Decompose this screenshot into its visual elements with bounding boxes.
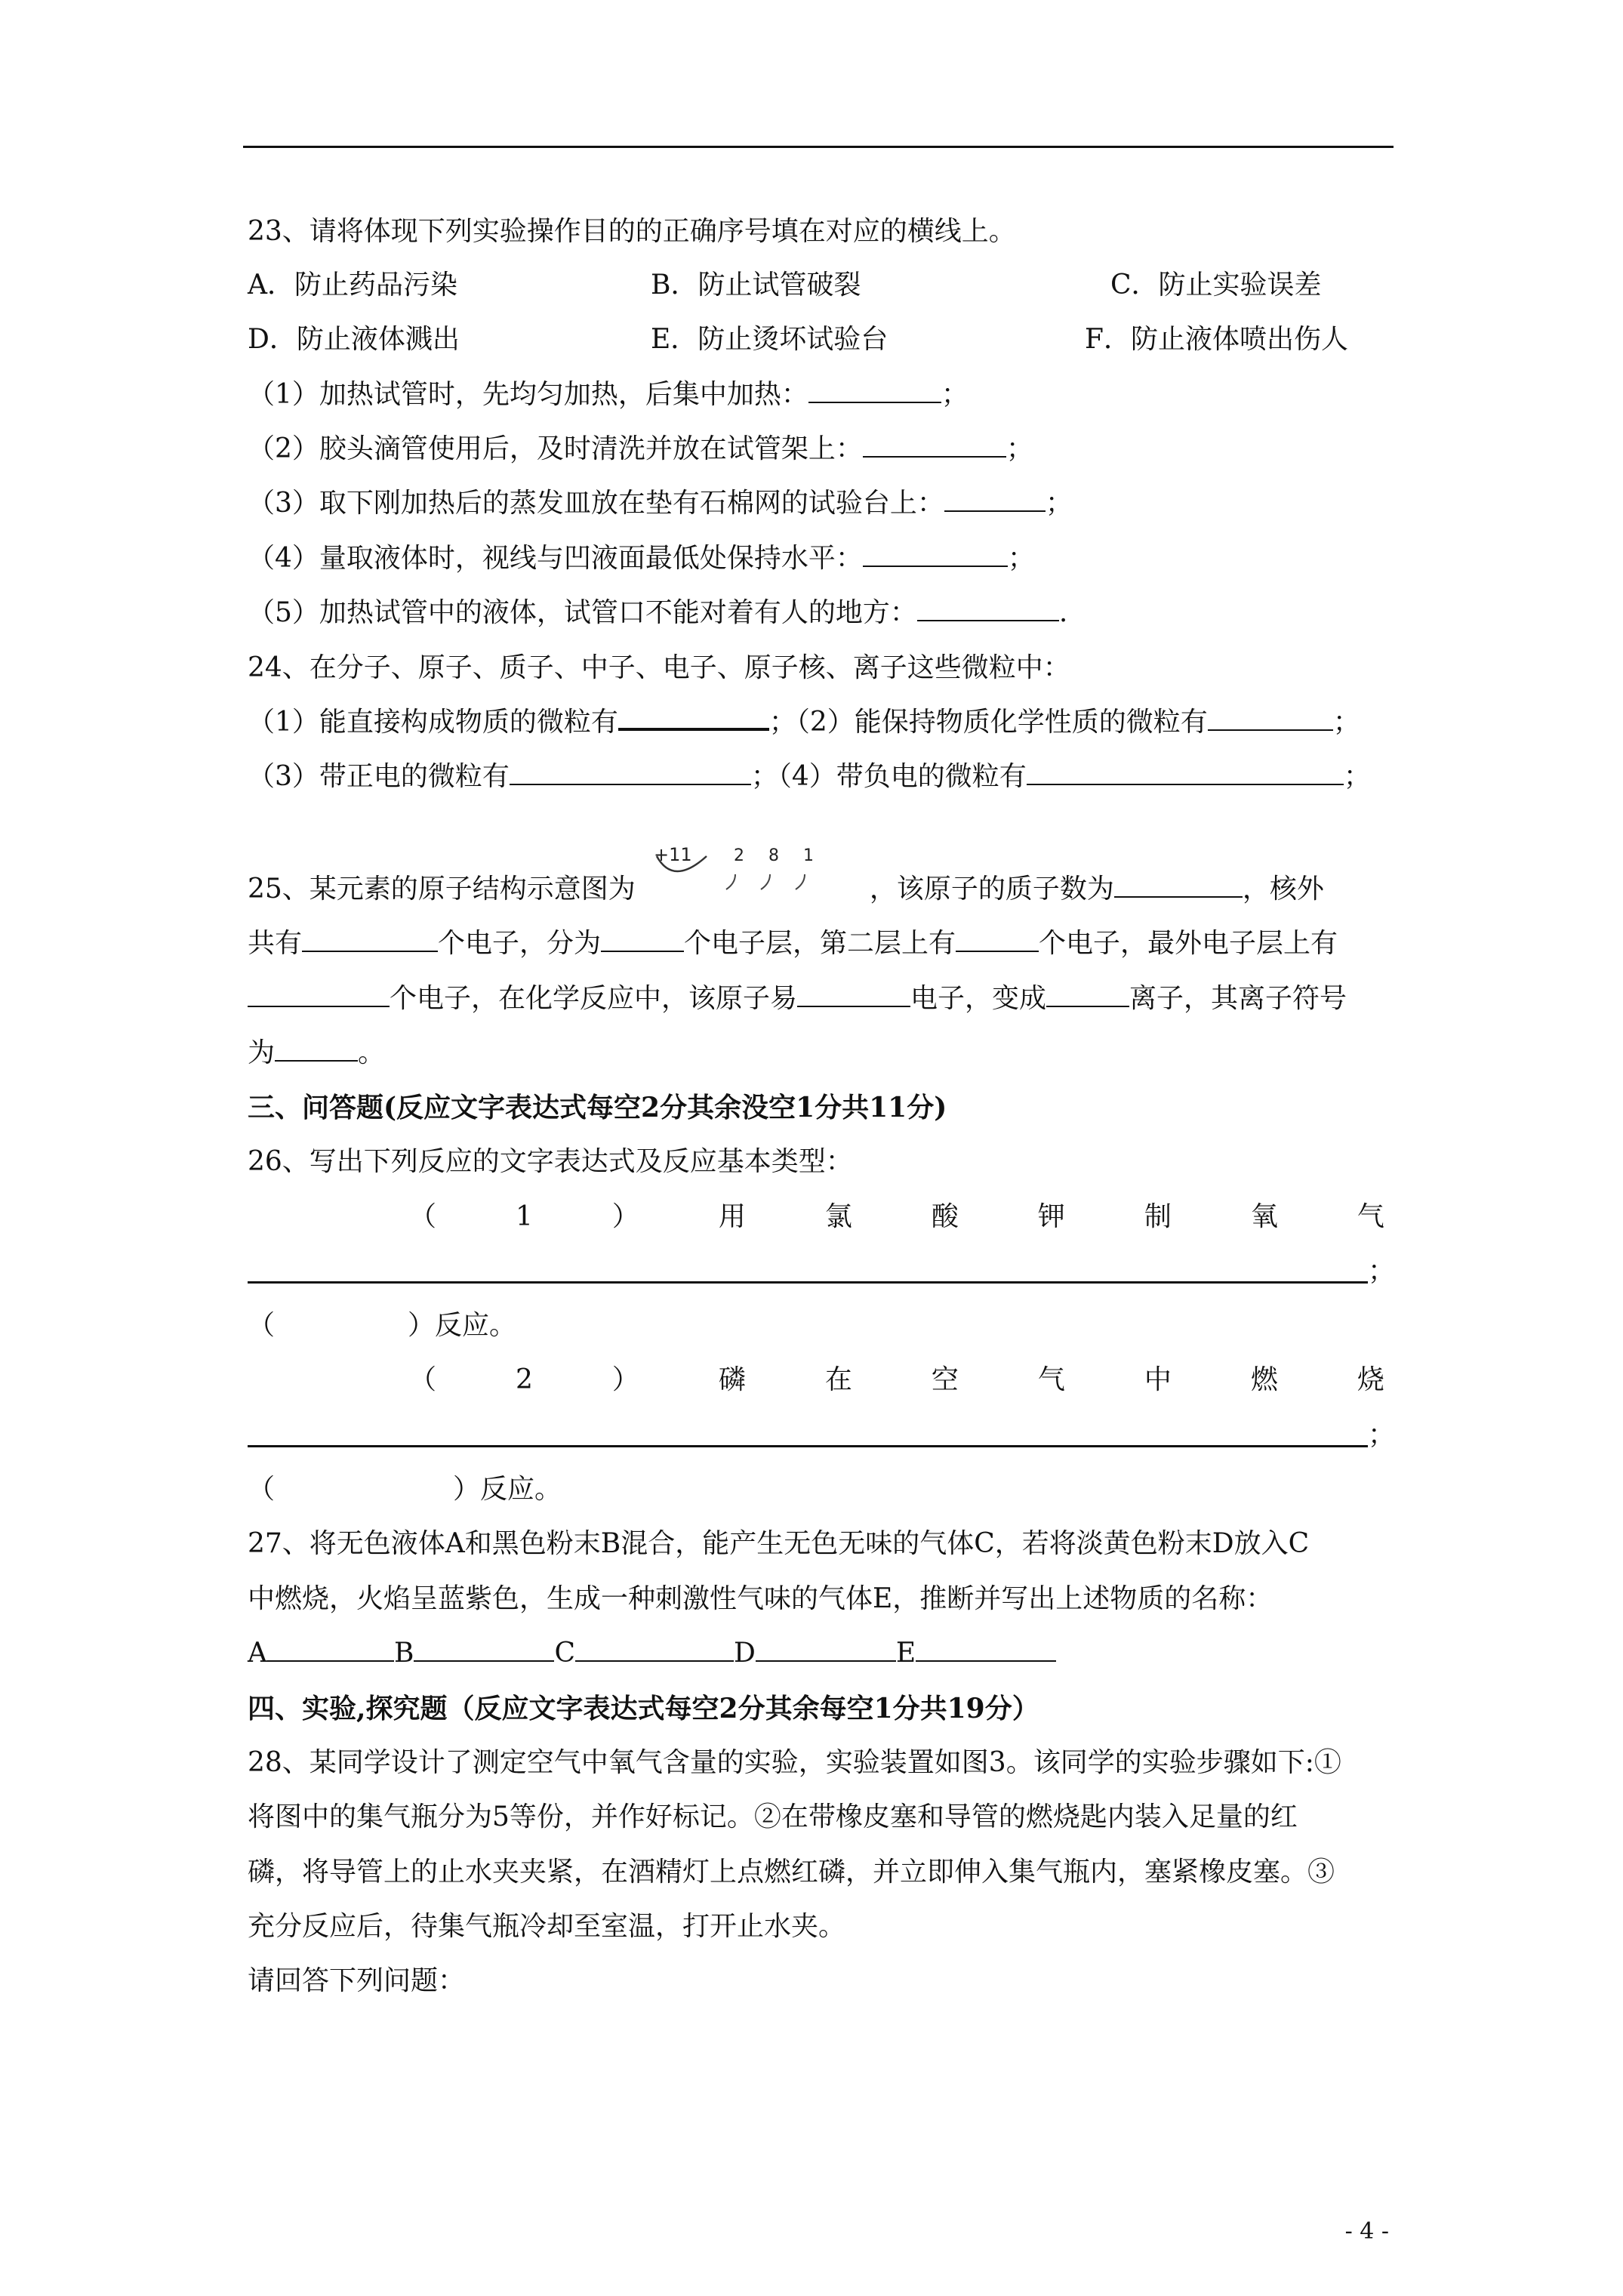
q25-blank-layers[interactable] bbox=[601, 926, 684, 952]
q24-row-2-end: ； bbox=[1343, 761, 1371, 792]
q26-r2-w1: 2 bbox=[516, 1364, 533, 1395]
q26-r2-w8: 燃 bbox=[1250, 1364, 1278, 1395]
q23-stem: 23、请将体现下列实验操作目的的正确序号填在对应的横线上。 bbox=[248, 216, 1016, 247]
q27-letter-a: A bbox=[248, 1638, 267, 1669]
q24-answer-blank-1[interactable] bbox=[618, 704, 769, 731]
q26-answer-line-2[interactable] bbox=[248, 1445, 1368, 1447]
q25-text-a: 25、某元素的原子结构示意图为 bbox=[248, 874, 636, 905]
q23-item-2 bbox=[248, 430, 1033, 468]
q25-text-g: 个电子，最外电子层上有 bbox=[1039, 928, 1338, 959]
q28-line-4: 充分反应后，待集气瓶冷却至室温，打开止水夹。 bbox=[248, 1911, 846, 1942]
nucleus-label: +11 bbox=[654, 846, 692, 865]
q25-text-i: 电子，变成 bbox=[910, 983, 1047, 1014]
q25-text-h: 个电子，在化学反应中，该原子易 bbox=[390, 983, 798, 1014]
q23-answer-blank-1[interactable] bbox=[808, 378, 941, 403]
q27-blank-c[interactable] bbox=[575, 1636, 734, 1662]
q27-blank-e[interactable] bbox=[916, 1636, 1056, 1662]
q25-blank-gain-lose[interactable] bbox=[797, 982, 910, 1007]
q26-type-1 bbox=[248, 1307, 516, 1345]
q26-r1-w5: 酸 bbox=[931, 1201, 959, 1232]
section-3-title: 三、问答题(反应文字表达式每空2分其余没空1分共11分) bbox=[248, 1092, 947, 1123]
q27-letter-b: B bbox=[394, 1638, 414, 1669]
q26-r1-w2: ） bbox=[611, 1201, 639, 1232]
q23-item-4 bbox=[248, 540, 1035, 578]
q25-text-l: 。 bbox=[358, 1037, 386, 1068]
q24-answer-blank-3[interactable] bbox=[510, 760, 751, 785]
q25-blank-ion-symbol[interactable] bbox=[275, 1036, 358, 1062]
q25-blank-outer[interactable] bbox=[248, 982, 390, 1007]
q23-option-f: F．防止液体喷出伤人 bbox=[1085, 324, 1348, 355]
q24-answer-blank-4[interactable] bbox=[1027, 760, 1344, 785]
q23-item-3-end: ； bbox=[1045, 488, 1073, 519]
q25-text-k: 为 bbox=[248, 1037, 276, 1068]
q24-item-1-text: （1）能直接构成物质的微粒有 bbox=[248, 707, 618, 738]
q26-r2-w0: （ bbox=[409, 1364, 437, 1395]
q24-answer-blank-2[interactable] bbox=[1208, 705, 1333, 731]
q25-line-4 bbox=[248, 1034, 385, 1072]
shell-3-count: 1 bbox=[803, 846, 814, 865]
q23-item-1 bbox=[248, 376, 969, 414]
q26-r1-w8: 氧 bbox=[1250, 1201, 1278, 1232]
q25-text-j: 离子，其离子符号 bbox=[1129, 983, 1347, 1014]
q26-type-2 bbox=[248, 1471, 562, 1509]
q26-stem: 26、写出下列反应的文字表达式及反应基本类型： bbox=[248, 1146, 853, 1177]
q24-item-4-text: ；（4）带负电的微粒有 bbox=[750, 761, 1027, 792]
q26-row-2-words bbox=[406, 1361, 1387, 1399]
q26-row-1-words bbox=[406, 1198, 1387, 1236]
q23-item-1-text: （1）加热试管时，先均匀加热，后集中加热： bbox=[248, 379, 808, 410]
q23-option-a: A．防止药品污染 bbox=[248, 270, 457, 300]
q26-r1-w9: 气 bbox=[1357, 1201, 1384, 1232]
q25-text-b: ，该原子的质子数为 bbox=[869, 874, 1114, 905]
q24-stem: 24、在分子、原子、质子、中子、电子、原子核、离子这些微粒中： bbox=[248, 652, 1070, 683]
q26-r2-w2: ） bbox=[611, 1364, 639, 1395]
q26-r2-w7: 中 bbox=[1144, 1364, 1172, 1395]
q26-answer-line-2-end: ； bbox=[1368, 1419, 1396, 1450]
q24-row-2 bbox=[248, 758, 1371, 796]
header-rule bbox=[243, 146, 1394, 148]
q26-r2-w6: 气 bbox=[1037, 1364, 1065, 1395]
q26-r2-w9: 烧 bbox=[1357, 1364, 1384, 1395]
q27-blank-b[interactable] bbox=[414, 1636, 554, 1662]
q23-answer-blank-3[interactable] bbox=[944, 486, 1046, 512]
q23-answer-blank-2[interactable] bbox=[863, 432, 1006, 458]
q25-line-2 bbox=[248, 925, 1338, 963]
q27-letter-d: D bbox=[734, 1638, 756, 1669]
q27-answers bbox=[248, 1635, 1056, 1672]
q23-item-3 bbox=[248, 485, 1073, 522]
q25-line-1 bbox=[248, 871, 1324, 908]
q26-r2-w3: 磷 bbox=[718, 1364, 746, 1395]
q23-option-c: C．防止实验误差 bbox=[1110, 270, 1322, 300]
q26-type-1-close: ）反应。 bbox=[408, 1310, 517, 1341]
page-number: - 4 - bbox=[1344, 2218, 1389, 2245]
q23-option-e: E．防止烫坏试验台 bbox=[651, 324, 888, 355]
q23-item-1-end: ； bbox=[941, 379, 969, 410]
shell-1-count: 2 bbox=[734, 846, 744, 865]
q24-row-1-end: ； bbox=[1332, 707, 1360, 738]
q28-line-5: 请回答下列问题： bbox=[248, 1965, 466, 1996]
q23-item-3-text: （3）取下刚加热后的蒸发皿放在垫有石棉网的试验台上： bbox=[248, 488, 944, 519]
q23-item-4-end: ； bbox=[1007, 543, 1035, 574]
q25-text-c: ，核外 bbox=[1242, 874, 1324, 905]
q26-r2-w5: 空 bbox=[931, 1364, 959, 1395]
q26-r1-w4: 氯 bbox=[824, 1201, 852, 1232]
q24-row-1 bbox=[248, 704, 1360, 741]
q23-item-5 bbox=[248, 594, 1067, 632]
q25-text-e: 个电子，分为 bbox=[438, 928, 602, 959]
q26-type-2-close: ）反应。 bbox=[453, 1474, 562, 1505]
q28-line-3: 磷，将导管上的止水夹夹紧，在酒精灯上点燃红磷，并立即伸入集气瓶内，塞紧橡皮塞。③ bbox=[248, 1857, 1335, 1888]
q26-r2-w4: 在 bbox=[824, 1364, 852, 1395]
q24-item-3-text: （3）带正电的微粒有 bbox=[248, 761, 510, 792]
q26-answer-line-1[interactable] bbox=[248, 1281, 1368, 1284]
q26-type-1-open: （ bbox=[248, 1310, 276, 1341]
q23-answer-blank-4[interactable] bbox=[863, 541, 1008, 567]
q28-line-2: 将图中的集气瓶分为5等份，并作好标记。②在带橡皮塞和导管的燃烧匙内装入足量的红 bbox=[248, 1801, 1298, 1832]
q26-answer-line-1-end: ； bbox=[1368, 1256, 1396, 1287]
q23-item-2-text: （2）胶头滴管使用后，及时清洗并放在试管架上： bbox=[248, 433, 863, 464]
q25-text-d: 共有 bbox=[248, 928, 303, 959]
q26-type-2-open: （ bbox=[248, 1474, 276, 1505]
q23-item-5-end: . bbox=[1058, 597, 1068, 628]
q25-blank-ion-type[interactable] bbox=[1046, 982, 1129, 1007]
q23-answer-blank-5[interactable] bbox=[917, 596, 1059, 621]
shell-2-count: 8 bbox=[768, 846, 779, 865]
q25-blank-proton[interactable] bbox=[1114, 872, 1243, 898]
q25-blank-second-layer[interactable] bbox=[956, 926, 1039, 952]
q25-blank-electrons[interactable] bbox=[302, 926, 438, 952]
q23-option-b: B．防止试管破裂 bbox=[651, 270, 861, 300]
q23-item-4-text: （4）量取液体时，视线与凹液面最低处保持水平： bbox=[248, 543, 863, 574]
q27-letter-e: E bbox=[895, 1638, 916, 1669]
q26-r1-w0: （ bbox=[409, 1201, 437, 1232]
q27-blank-d[interactable] bbox=[756, 1636, 896, 1662]
q27-line-2: 中燃烧，火焰呈蓝紫色，生成一种刺激性气味的气体E，推断并写出上述物质的名称： bbox=[248, 1583, 1273, 1614]
q27-line-1: 27、将无色液体A和黑色粉末B混合，能产生无色无味的气体C，若将淡黄色粉末D放入C bbox=[248, 1528, 1310, 1559]
q25-line-3 bbox=[248, 980, 1347, 1018]
q28-line-1: 28、某同学设计了测定空气中氧气含量的实验，实验装置如图3。该同学的实验步骤如下:① bbox=[248, 1747, 1341, 1778]
q26-r1-w7: 制 bbox=[1144, 1201, 1172, 1232]
q23-item-5-text: （5）加热试管中的液体，试管口不能对着有人的地方： bbox=[248, 597, 917, 628]
section-4-title: 四、实验,探究题（反应文字表达式每空2分其余每空1分共19分） bbox=[248, 1693, 1039, 1724]
q27-blank-a[interactable] bbox=[267, 1636, 394, 1662]
q25-text-f: 个电子层，第二层上有 bbox=[684, 928, 956, 959]
q26-r1-w3: 用 bbox=[718, 1201, 746, 1232]
q26-r1-w1: 1 bbox=[516, 1201, 533, 1232]
q26-r1-w6: 钾 bbox=[1037, 1201, 1065, 1232]
q23-item-2-end: ； bbox=[1006, 433, 1033, 464]
q27-letter-c: C bbox=[554, 1638, 576, 1669]
q24-item-2-text: ；（2）能保持物质化学性质的微粒有 bbox=[768, 707, 1208, 738]
q23-option-d: D．防止液体溅出 bbox=[248, 324, 460, 355]
